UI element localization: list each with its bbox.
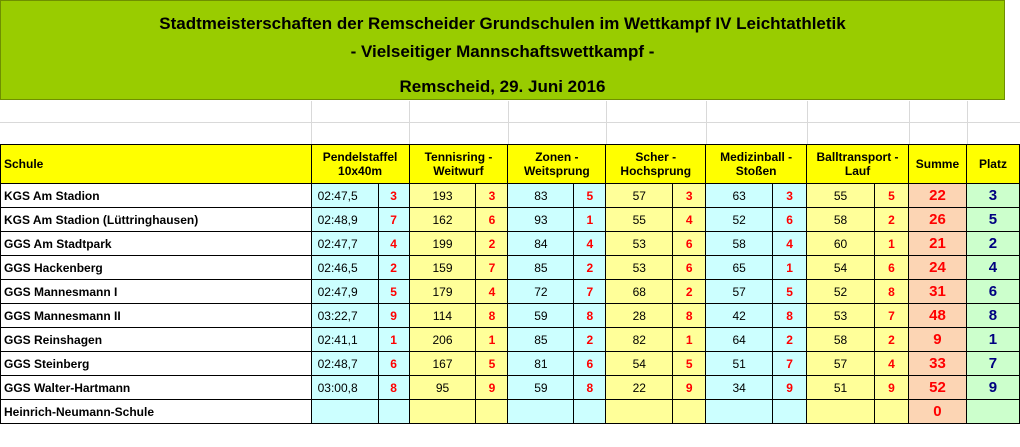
tennisring-rank[interactable]: 7	[476, 256, 508, 280]
zonen-value[interactable]: 59	[508, 304, 574, 328]
medizinball-value[interactable]: 65	[706, 256, 773, 280]
school-name-cell[interactable]: GGS Steinberg	[1, 352, 312, 376]
table-row	[1, 328, 1020, 352]
summe-cell[interactable]: 9	[908, 328, 966, 352]
zonen-value[interactable]: 72	[508, 280, 574, 304]
pendelstaffel-value[interactable]: 02:46,5	[311, 256, 378, 280]
school-name-cell[interactable]: KGS Am Stadion	[1, 184, 312, 208]
header-zonen[interactable]: Zonen - Weitsprung	[508, 145, 606, 184]
pendelstaffel-value[interactable]: 03:22,7	[311, 304, 378, 328]
medizinball-rank[interactable]: 6	[773, 208, 807, 232]
tennisring-value[interactable]: 193	[409, 184, 476, 208]
zonen-rank[interactable]: 2	[574, 256, 606, 280]
balltransport-rank[interactable]: 5	[875, 184, 909, 208]
scher-value[interactable]: 53	[606, 232, 673, 256]
zonen-rank[interactable]: 2	[574, 328, 606, 352]
scher-value[interactable]	[606, 400, 673, 424]
summe-cell[interactable]: 31	[908, 280, 966, 304]
balltransport-rank[interactable]: 9	[875, 376, 909, 400]
school-name-cell[interactable]: Heinrich-Neumann-Schule	[1, 400, 312, 424]
platz-cell[interactable]: 4	[966, 256, 1019, 280]
medizinball-value[interactable]: 64	[706, 328, 773, 352]
zonen-value[interactable]: 84	[508, 232, 574, 256]
header-schule[interactable]: Schule	[1, 145, 312, 184]
zonen-rank[interactable]	[574, 400, 606, 424]
pendelstaffel-value[interactable]: 02:47,7	[311, 232, 378, 256]
school-name-cell[interactable]: GGS Mannesmann II	[1, 304, 312, 328]
balltransport-rank[interactable]: 4	[875, 352, 909, 376]
summe-cell[interactable]: 52	[908, 376, 966, 400]
zonen-rank[interactable]: 7	[574, 280, 606, 304]
balltransport-rank[interactable]: 1	[875, 232, 909, 256]
table-row	[1, 256, 1020, 280]
pendelstaffel-rank[interactable]	[378, 400, 409, 424]
header-medizinball[interactable]: Medizinball - Stoßen	[706, 145, 807, 184]
pendelstaffel-rank[interactable]: 9	[378, 304, 409, 328]
school-name-cell[interactable]: KGS Am Stadion (Lüttringhausen)	[1, 208, 312, 232]
medizinball-rank[interactable]: 4	[773, 232, 807, 256]
table-row	[1, 376, 1020, 400]
medizinball-rank[interactable]: 9	[773, 376, 807, 400]
scher-rank[interactable]: 6	[673, 232, 706, 256]
platz-cell[interactable]: 1	[966, 328, 1019, 352]
scher-value[interactable]: 53	[606, 256, 673, 280]
table-row	[1, 280, 1020, 304]
zonen-rank[interactable]: 8	[574, 304, 606, 328]
balltransport-value[interactable]: 52	[807, 280, 875, 304]
tennisring-rank[interactable]: 4	[476, 280, 508, 304]
summe-cell[interactable]: 0	[908, 400, 966, 424]
table-row	[1, 400, 1020, 424]
summe-cell[interactable]: 48	[908, 304, 966, 328]
pendelstaffel-value[interactable]: 02:48,7	[311, 352, 378, 376]
scher-rank[interactable]	[673, 400, 706, 424]
school-name-cell[interactable]: GGS Reinshagen	[1, 328, 312, 352]
balltransport-value[interactable]: 60	[807, 232, 875, 256]
tennisring-rank[interactable]: 3	[476, 184, 508, 208]
platz-cell[interactable]: 5	[966, 208, 1019, 232]
school-name-cell[interactable]: GGS Walter-Hartmann	[1, 376, 312, 400]
zonen-value[interactable]: 83	[508, 184, 574, 208]
medizinball-value[interactable]: 63	[706, 184, 773, 208]
header-balltransport[interactable]: Balltransport - Lauf	[807, 145, 909, 184]
medizinball-rank[interactable]: 8	[773, 304, 807, 328]
scher-rank[interactable]: 1	[673, 328, 706, 352]
tennisring-rank[interactable]	[476, 400, 508, 424]
tennisring-value[interactable]: 114	[409, 304, 476, 328]
zonen-value[interactable]: 81	[508, 352, 574, 376]
medizinball-value[interactable]: 52	[706, 208, 773, 232]
scher-rank[interactable]: 5	[673, 352, 706, 376]
platz-cell[interactable]: 6	[966, 280, 1019, 304]
zonen-value[interactable]: 93	[508, 208, 574, 232]
zonen-value[interactable]: 85	[508, 328, 574, 352]
medizinball-value[interactable]: 57	[706, 280, 773, 304]
tennisring-value[interactable]: 206	[409, 328, 476, 352]
tennisring-rank[interactable]: 2	[476, 232, 508, 256]
tennisring-value[interactable]	[409, 400, 476, 424]
balltransport-value[interactable]: 58	[807, 328, 875, 352]
balltransport-value[interactable]: 55	[807, 184, 875, 208]
scher-value[interactable]: 55	[606, 208, 673, 232]
tennisring-value[interactable]: 95	[409, 376, 476, 400]
empty-grid-rows	[0, 101, 1020, 144]
platz-cell[interactable]	[966, 400, 1019, 424]
header-row	[1, 145, 1020, 184]
tennisring-value[interactable]: 162	[409, 208, 476, 232]
tennisring-value[interactable]: 159	[409, 256, 476, 280]
scher-rank[interactable]: 2	[673, 280, 706, 304]
balltransport-rank[interactable]: 7	[875, 304, 909, 328]
medizinball-value[interactable]: 34	[706, 376, 773, 400]
summe-cell[interactable]: 33	[908, 352, 966, 376]
tennisring-rank[interactable]: 9	[476, 376, 508, 400]
summe-cell[interactable]: 22	[908, 184, 966, 208]
scher-value[interactable]: 54	[606, 352, 673, 376]
medizinball-rank[interactable]: 7	[773, 352, 807, 376]
zonen-rank[interactable]: 5	[574, 184, 606, 208]
pendelstaffel-value[interactable]: 02:41,1	[311, 328, 378, 352]
balltransport-rank[interactable]: 8	[875, 280, 909, 304]
pendelstaffel-rank[interactable]: 7	[378, 208, 409, 232]
results-table	[0, 144, 1020, 424]
balltransport-value[interactable]: 53	[807, 304, 875, 328]
medizinball-value[interactable]: 51	[706, 352, 773, 376]
balltransport-rank[interactable]: 2	[875, 208, 909, 232]
medizinball-rank[interactable]: 2	[773, 328, 807, 352]
zonen-rank[interactable]: 8	[574, 376, 606, 400]
pendelstaffel-rank[interactable]: 5	[378, 280, 409, 304]
platz-cell[interactable]: 3	[966, 184, 1019, 208]
medizinball-rank[interactable]: 3	[773, 184, 807, 208]
tennisring-rank[interactable]: 5	[476, 352, 508, 376]
school-name-cell[interactable]: GGS Am Stadtpark	[1, 232, 312, 256]
tennisring-rank[interactable]: 6	[476, 208, 508, 232]
header-scher[interactable]: Scher - Hochsprung	[606, 145, 706, 184]
pendelstaffel-value[interactable]: 03:00,8	[311, 376, 378, 400]
pendelstaffel-value[interactable]: 02:48,9	[311, 208, 378, 232]
table-row	[1, 184, 1020, 208]
medizinball-value[interactable]	[706, 400, 773, 424]
medizinball-value[interactable]: 58	[706, 232, 773, 256]
summe-cell[interactable]: 26	[908, 208, 966, 232]
table-row	[1, 232, 1020, 256]
medizinball-value[interactable]: 42	[706, 304, 773, 328]
tennisring-rank[interactable]: 1	[476, 328, 508, 352]
platz-cell[interactable]: 7	[966, 352, 1019, 376]
pendelstaffel-rank[interactable]: 2	[378, 256, 409, 280]
scher-rank[interactable]: 6	[673, 256, 706, 280]
pendelstaffel-value[interactable]: 02:47,9	[311, 280, 378, 304]
school-name-cell[interactable]: GGS Mannesmann I	[1, 280, 312, 304]
balltransport-value[interactable]: 57	[807, 352, 875, 376]
balltransport-value[interactable]: 54	[807, 256, 875, 280]
title-line-2: - Vielseitiger Mannschaftswettkampf -	[350, 42, 655, 61]
tennisring-value[interactable]: 179	[409, 280, 476, 304]
scher-rank[interactable]: 9	[673, 376, 706, 400]
balltransport-value[interactable]	[807, 400, 875, 424]
tennisring-value[interactable]: 199	[409, 232, 476, 256]
medizinball-rank[interactable]: 1	[773, 256, 807, 280]
medizinball-rank[interactable]: 5	[773, 280, 807, 304]
balltransport-rank[interactable]: 6	[875, 256, 909, 280]
platz-cell[interactable]: 8	[966, 304, 1019, 328]
platz-cell[interactable]: 9	[966, 376, 1019, 400]
pendelstaffel-rank[interactable]: 6	[378, 352, 409, 376]
header-pendelstaffel[interactable]: Pendelstaffel 10x40m	[311, 145, 409, 184]
tennisring-value[interactable]: 167	[409, 352, 476, 376]
title-banner	[0, 0, 1005, 100]
pendelstaffel-rank[interactable]: 1	[378, 328, 409, 352]
zonen-rank[interactable]: 1	[574, 208, 606, 232]
scher-value[interactable]: 68	[606, 280, 673, 304]
scher-value[interactable]: 82	[606, 328, 673, 352]
school-name-cell[interactable]: GGS Hackenberg	[1, 256, 312, 280]
summe-cell[interactable]: 24	[908, 256, 966, 280]
header-tennisring[interactable]: Tennisring - Weitwurf	[409, 145, 508, 184]
pendelstaffel-rank[interactable]: 3	[378, 184, 409, 208]
scher-rank[interactable]: 4	[673, 208, 706, 232]
scher-value[interactable]: 28	[606, 304, 673, 328]
pendelstaffel-value[interactable]: 02:47,5	[311, 184, 378, 208]
balltransport-rank[interactable]: 2	[875, 328, 909, 352]
pendelstaffel-rank[interactable]: 4	[378, 232, 409, 256]
tennisring-rank[interactable]: 8	[476, 304, 508, 328]
table-row	[1, 208, 1020, 232]
zonen-rank[interactable]: 6	[574, 352, 606, 376]
zonen-value[interactable]: 59	[508, 376, 574, 400]
title-date: Remscheid, 29. Juni 2016	[399, 77, 606, 96]
balltransport-value[interactable]: 58	[807, 208, 875, 232]
balltransport-value[interactable]: 51	[807, 376, 875, 400]
table-row	[1, 304, 1020, 328]
table-row	[1, 352, 1020, 376]
summe-cell[interactable]: 21	[908, 232, 966, 256]
scher-rank[interactable]: 3	[673, 184, 706, 208]
medizinball-rank[interactable]	[773, 400, 807, 424]
title-line-1: Stadtmeisterschaften der Remscheider Grundschulen im Wettkampf IV Leichtathletik	[159, 14, 846, 33]
balltransport-rank[interactable]	[875, 400, 909, 424]
header-summe[interactable]: Summe	[908, 145, 966, 184]
scher-value[interactable]: 57	[606, 184, 673, 208]
pendelstaffel-rank[interactable]: 8	[378, 376, 409, 400]
pendelstaffel-value[interactable]	[311, 400, 378, 424]
scher-rank[interactable]: 8	[673, 304, 706, 328]
zonen-rank[interactable]: 4	[574, 232, 606, 256]
platz-cell[interactable]: 2	[966, 232, 1019, 256]
zonen-value[interactable]	[508, 400, 574, 424]
zonen-value[interactable]: 85	[508, 256, 574, 280]
header-platz[interactable]: Platz	[966, 145, 1019, 184]
scher-value[interactable]: 22	[606, 376, 673, 400]
